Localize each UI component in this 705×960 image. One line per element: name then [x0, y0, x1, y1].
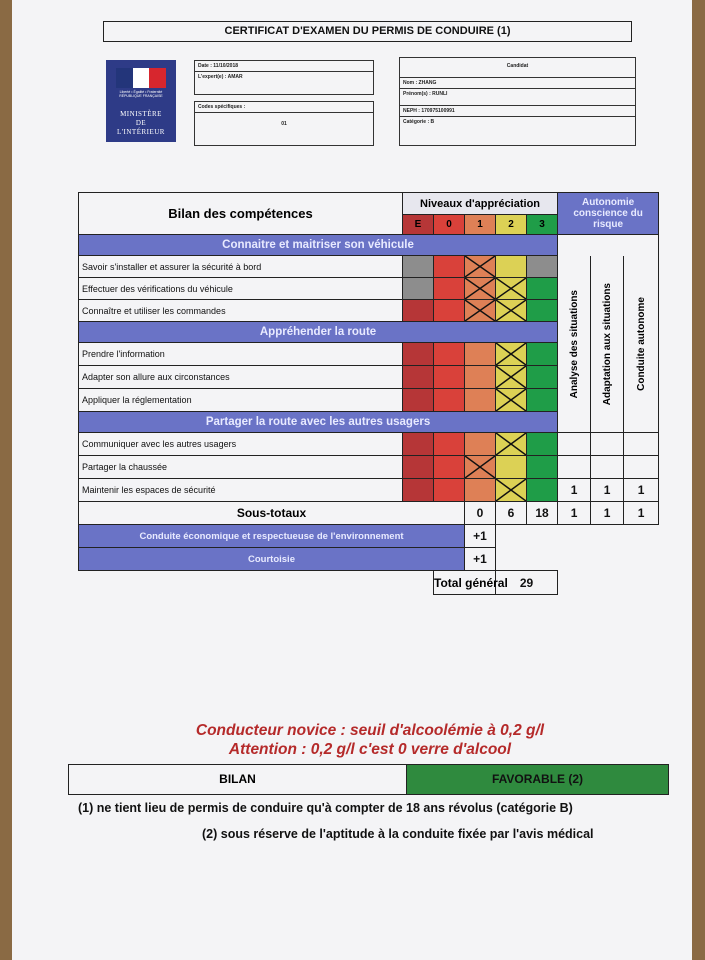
level-cell	[434, 256, 465, 278]
level-cell	[403, 389, 434, 412]
autonomy-col-2: Conduite autonome	[635, 296, 647, 391]
republic-motto: Liberté • Égalité • Fraternité	[119, 90, 163, 94]
level-cell	[527, 343, 558, 366]
level-cell	[403, 300, 434, 322]
level-cell	[496, 256, 527, 278]
level-cell	[496, 278, 527, 300]
levels-title: Niveaux d'appréciation	[420, 197, 541, 210]
competence-row	[79, 433, 659, 456]
level-cell	[434, 479, 465, 502]
footnote-2: (2) sous réserve de l'aptitude à la conduite fixée par l'avis médical	[202, 827, 594, 841]
level-cell	[527, 278, 558, 300]
level-cell	[496, 456, 527, 479]
autonomy-col-1: Adaptation aux situations	[601, 282, 613, 405]
level-cell	[434, 456, 465, 479]
subtotal-0: 0	[476, 506, 484, 520]
competence-label: Maintenir les espaces de sécurité	[82, 485, 216, 495]
marianne-flag-icon	[116, 68, 166, 88]
candidate-box	[399, 57, 636, 146]
level-cell	[496, 366, 527, 389]
codes-label: Codes spécifiques :	[195, 102, 373, 113]
level-cell	[465, 366, 496, 389]
competence-label: Adapter son allure aux circonstances	[82, 372, 230, 382]
total-label: Total général	[434, 575, 508, 590]
level-cell	[403, 256, 434, 278]
level-cell	[465, 300, 496, 322]
level-cell	[496, 389, 527, 412]
competence-row	[79, 456, 659, 479]
level-cell	[465, 389, 496, 412]
level-cell	[434, 278, 465, 300]
level-cell	[496, 343, 527, 366]
ministry-logo	[106, 60, 176, 142]
section-header	[79, 412, 558, 433]
subtotal-2: 18	[535, 506, 549, 520]
competence-label: Savoir s'installer et assurer la sécurité à bord	[82, 261, 262, 272]
autonomy-title: Autonomie conscience du risque	[573, 197, 643, 230]
level-cell	[527, 300, 558, 322]
exam-expert: L'expert(e) : AMAR	[198, 74, 243, 80]
level-cell	[465, 479, 496, 502]
level-cell	[496, 433, 527, 456]
ministry-line-3: L'INTÉRIEUR	[117, 128, 165, 136]
candidate-nom: Nom : ZHANG	[400, 78, 635, 89]
autonomy-col-0: Analyse des situations	[568, 289, 580, 398]
certificate-title: CERTIFICAT D'EXAMEN DU PERMIS DE CONDUIRE (1)	[103, 21, 632, 42]
level-cell	[403, 456, 434, 479]
competence-row	[79, 256, 659, 278]
level-cell	[527, 479, 558, 502]
ministry-line-1: MINISTÈRE	[120, 110, 162, 118]
level-cell	[403, 433, 434, 456]
candidate-heading: Candidat	[400, 58, 635, 78]
footnote-1: (1) ne tient lieu de permis de conduire qu'à compter de 18 ans révolus (catégorie B)	[78, 801, 573, 815]
level-cell	[403, 343, 434, 366]
novice-line-1: Conducteur novice : seuil d'alcoolémie à 0,2 g/l	[195, 722, 545, 739]
competence-label: Appliquer la réglementation	[82, 395, 192, 405]
competences-grid	[78, 192, 659, 595]
level-cell	[496, 300, 527, 322]
eco-value: +1	[473, 529, 487, 543]
candidate-neph: NEPH : 170975100991	[400, 106, 635, 117]
candidate-prenom: Prénom(s) : RUNLI	[400, 89, 635, 106]
subtotals-label: Sous-totaux	[236, 506, 307, 520]
bilan-label: BILAN	[69, 765, 407, 794]
codes-value: 01	[281, 121, 287, 127]
competence-row	[79, 479, 659, 502]
novice-line-2: Attention : 0,2 g/l c'est 0 verre d'alcool	[228, 741, 512, 758]
level-label-1: 0	[446, 219, 452, 230]
competence-label: Effectuer des vérifications du véhicule	[82, 283, 233, 294]
section-title-1: Appréhender la route	[259, 326, 377, 338]
level-cell	[434, 300, 465, 322]
competences-title: Bilan des compétences	[168, 206, 313, 221]
section-title-0: Connaitre et maitriser son véhicule	[222, 239, 414, 251]
level-label-4: 3	[539, 219, 545, 230]
level-cell	[527, 256, 558, 278]
level-label-2: 1	[477, 219, 483, 230]
competence-label: Partager la chaussée	[82, 462, 168, 472]
candidate-categorie: Catégorie : B	[403, 119, 435, 125]
level-cell	[465, 433, 496, 456]
autonomy-subtotal-1: 1	[603, 506, 611, 520]
level-cell	[465, 278, 496, 300]
competence-label: Communiquer avec les autres usagers	[82, 439, 237, 449]
level-label-0: E	[414, 219, 422, 230]
level-cell	[403, 278, 434, 300]
level-cell	[403, 366, 434, 389]
novice-notice	[100, 721, 640, 759]
section-header	[79, 322, 558, 343]
eco-label: Conduite économique et respectueuse de l'environnement	[139, 530, 404, 542]
exam-info-box	[194, 60, 374, 95]
competence-label: Connaître et utiliser les commandes	[82, 305, 226, 316]
exam-date: Date : 11/10/2018	[195, 61, 373, 72]
level-cell	[496, 479, 527, 502]
courtoisie-label: Courtoisie	[248, 553, 295, 565]
courtoisie-value: +1	[473, 552, 487, 566]
republic-name: RÉPUBLIQUE FRANÇAISE	[119, 94, 163, 98]
level-cell	[403, 479, 434, 502]
level-cell	[527, 366, 558, 389]
autonomy-subtotal-0: 1	[570, 506, 578, 520]
codes-box	[194, 101, 374, 146]
bilan-result: FAVORABLE (2)	[407, 765, 668, 794]
section-header	[79, 235, 558, 256]
ministry-line-2: DE	[135, 119, 147, 127]
level-cell	[434, 343, 465, 366]
subtotal-1: 6	[507, 506, 515, 520]
level-cell	[434, 389, 465, 412]
competence-label: Prendre l'information	[82, 349, 165, 359]
bilan-bar	[68, 764, 669, 795]
autonomy-value-1: 1	[603, 483, 611, 497]
level-cell	[527, 389, 558, 412]
level-cell	[465, 343, 496, 366]
level-cell	[465, 256, 496, 278]
autonomy-subtotal-2: 1	[637, 506, 645, 520]
autonomy-value-0: 1	[570, 483, 578, 497]
level-cell	[434, 433, 465, 456]
level-cell	[527, 433, 558, 456]
total-value: 29	[519, 575, 534, 590]
level-label-3: 2	[508, 219, 514, 230]
section-title-2: Partager la route avec les autres usagers	[205, 416, 431, 428]
level-cell	[465, 456, 496, 479]
autonomy-value-2: 1	[637, 483, 645, 497]
level-cell	[434, 366, 465, 389]
level-cell	[527, 456, 558, 479]
